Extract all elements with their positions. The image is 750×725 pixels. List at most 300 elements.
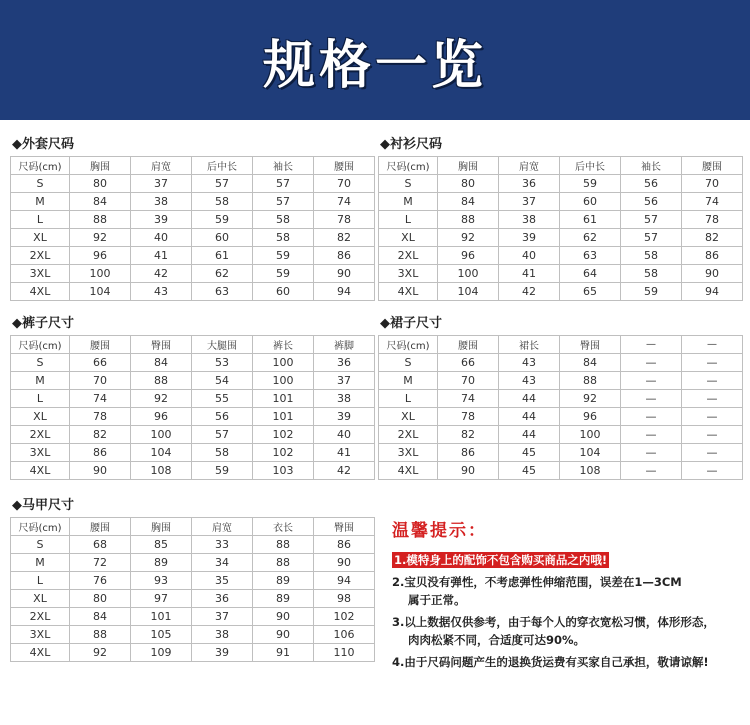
table-cell: 58	[621, 247, 682, 265]
table-cell: 84	[438, 193, 499, 211]
table-cell: 65	[560, 283, 621, 301]
table-cell: 88	[253, 554, 314, 572]
table-cell: 91	[253, 644, 314, 662]
table-cell: 57	[621, 229, 682, 247]
table-cell: 33	[192, 536, 253, 554]
table-row	[11, 211, 375, 229]
size-label-cell: XL	[11, 408, 70, 426]
table-header-row	[11, 157, 375, 175]
table-cell: 61	[192, 247, 253, 265]
table-cell: 84	[560, 354, 621, 372]
table-row	[379, 229, 743, 247]
table-cell: 66	[70, 354, 131, 372]
table-header-row	[379, 157, 743, 175]
tip-reference: 3.以上数据仅供参考，由于每个人的穿衣宽松习惯，体形形态， 肉肉松紧不同，合适度可达90%。	[392, 615, 715, 647]
table-cell: 89	[253, 572, 314, 590]
size-label-cell: S	[11, 536, 70, 554]
table-cell: 90	[682, 265, 743, 283]
column-header: 臀围	[314, 518, 375, 536]
table-cell: 78	[682, 211, 743, 229]
table-cell: —	[682, 444, 743, 462]
tip-elasticity: 2.宝贝没有弹性，不考虑弹性伸缩范围，误差在1—3CM 属于正常。	[392, 575, 682, 607]
table-cell: 57	[621, 211, 682, 229]
size-label-cell: M	[11, 193, 70, 211]
size-label-cell: S	[11, 354, 70, 372]
table-cell: 37	[192, 608, 253, 626]
table-row	[379, 408, 743, 426]
column-header: 衣长	[253, 518, 314, 536]
size-label-cell: M	[379, 372, 438, 390]
table-cell: 36	[314, 354, 375, 372]
tip-accessories: 1.模特身上的配饰不包含购买商品之内哦!	[394, 553, 608, 567]
page-title: 规格一览	[262, 35, 487, 96]
table-cell: 40	[314, 426, 375, 444]
table-cell: 108	[560, 462, 621, 480]
table-cell: 39	[192, 644, 253, 662]
table-cell: 80	[70, 590, 131, 608]
table-cell: 60	[192, 229, 253, 247]
size-label-cell: XL	[379, 229, 438, 247]
table-cell: —	[682, 354, 743, 372]
table-cell: 80	[70, 175, 131, 193]
size-label-cell: 3XL	[379, 444, 438, 462]
table-row	[11, 265, 375, 283]
table-cell: 90	[438, 462, 499, 480]
section-title: ◆马甲尺寸	[12, 498, 74, 513]
size-label-cell: XL	[379, 408, 438, 426]
table-row	[11, 444, 375, 462]
table-cell: 41	[314, 444, 375, 462]
table-row	[379, 426, 743, 444]
table-cell: 55	[192, 390, 253, 408]
table-row	[379, 390, 743, 408]
column-header: 腰围	[314, 157, 375, 175]
table-cell: 88	[70, 626, 131, 644]
table-cell: 86	[314, 536, 375, 554]
table-cell: 96	[131, 408, 192, 426]
table-cell: 68	[70, 536, 131, 554]
table-cell: 78	[314, 211, 375, 229]
table-cell: 43	[131, 283, 192, 301]
table-row	[379, 444, 743, 462]
table-cell: 105	[131, 626, 192, 644]
size-label-cell: L	[379, 390, 438, 408]
table-cell: 70	[314, 175, 375, 193]
coat-size-table	[10, 156, 375, 301]
size-label-cell: 2XL	[11, 247, 70, 265]
table-cell: 34	[192, 554, 253, 572]
column-header: 尺码(cm)	[11, 157, 70, 175]
table-cell: 93	[131, 572, 192, 590]
table-cell: 42	[314, 462, 375, 480]
table-cell: —	[621, 462, 682, 480]
size-label-cell: L	[11, 390, 70, 408]
table-cell: 37	[131, 175, 192, 193]
size-label-cell: S	[379, 175, 438, 193]
table-cell: 54	[192, 372, 253, 390]
table-cell: 86	[682, 247, 743, 265]
table-cell: 58	[621, 265, 682, 283]
section-title: ◆外套尺码	[12, 137, 74, 152]
table-cell: 44	[499, 408, 560, 426]
table-cell: 84	[131, 354, 192, 372]
table-cell: 86	[314, 247, 375, 265]
tips-panel	[392, 516, 742, 675]
column-header: 胸围	[438, 157, 499, 175]
size-label-cell: L	[11, 572, 70, 590]
table-row	[379, 354, 743, 372]
table-row	[11, 372, 375, 390]
table-cell: 86	[438, 444, 499, 462]
table-cell: —	[621, 390, 682, 408]
table-cell: 57	[253, 175, 314, 193]
table-cell: 94	[682, 283, 743, 301]
table-cell: 59	[560, 175, 621, 193]
column-header: 后中长	[192, 157, 253, 175]
table-cell: 94	[314, 572, 375, 590]
table-cell: —	[621, 372, 682, 390]
table-cell: 45	[499, 444, 560, 462]
table-row	[11, 408, 375, 426]
table-cell: 100	[253, 372, 314, 390]
size-label-cell: 3XL	[379, 265, 438, 283]
column-header: 腰围	[682, 157, 743, 175]
column-header: —	[621, 336, 682, 354]
table-cell: 96	[70, 247, 131, 265]
table-cell: 56	[192, 408, 253, 426]
table-cell: 80	[438, 175, 499, 193]
table-cell: 102	[253, 426, 314, 444]
table-cell: 102	[253, 444, 314, 462]
table-cell: 42	[499, 283, 560, 301]
table-cell: 78	[438, 408, 499, 426]
shirt-size-table	[378, 156, 743, 301]
size-label-cell: L	[379, 211, 438, 229]
table-cell: 43	[499, 372, 560, 390]
table-cell: 37	[314, 372, 375, 390]
table-row	[11, 283, 375, 301]
table-cell: 70	[682, 175, 743, 193]
table-cell: —	[621, 426, 682, 444]
column-header: 臀围	[560, 336, 621, 354]
column-header: 尺码(cm)	[379, 157, 438, 175]
table-row	[11, 462, 375, 480]
table-cell: 104	[70, 283, 131, 301]
table-cell: 74	[682, 193, 743, 211]
table-cell: 40	[131, 229, 192, 247]
table-cell: 59	[192, 211, 253, 229]
table-row	[11, 426, 375, 444]
table-cell: 59	[621, 283, 682, 301]
table-cell: 96	[560, 408, 621, 426]
table-row	[11, 590, 375, 608]
table-cell: 39	[314, 408, 375, 426]
table-cell: 100	[438, 265, 499, 283]
table-cell: 92	[131, 390, 192, 408]
table-row	[379, 265, 743, 283]
column-header: 袖长	[621, 157, 682, 175]
table-cell: —	[682, 372, 743, 390]
size-label-cell: 3XL	[11, 265, 70, 283]
size-label-cell: 4XL	[11, 283, 70, 301]
table-cell: 64	[560, 265, 621, 283]
pants-size-table	[10, 335, 375, 480]
table-row	[379, 211, 743, 229]
table-row	[379, 247, 743, 265]
table-cell: 58	[192, 444, 253, 462]
table-cell: 88	[253, 536, 314, 554]
table-cell: 90	[253, 626, 314, 644]
table-cell: 72	[70, 554, 131, 572]
column-header: 袖长	[253, 157, 314, 175]
table-cell: 59	[192, 462, 253, 480]
table-cell: 62	[560, 229, 621, 247]
column-header: 大腿围	[192, 336, 253, 354]
table-row	[11, 626, 375, 644]
table-cell: 60	[560, 193, 621, 211]
table-cell: —	[621, 408, 682, 426]
table-cell: 100	[560, 426, 621, 444]
table-cell: 61	[560, 211, 621, 229]
table-cell: 62	[192, 265, 253, 283]
column-header: 尺码(cm)	[11, 518, 70, 536]
table-cell: 57	[253, 193, 314, 211]
size-label-cell: S	[11, 175, 70, 193]
table-cell: 104	[438, 283, 499, 301]
table-cell: 63	[192, 283, 253, 301]
table-cell: 39	[131, 211, 192, 229]
table-cell: —	[682, 408, 743, 426]
table-cell: 66	[438, 354, 499, 372]
table-row	[379, 193, 743, 211]
table-cell: 92	[438, 229, 499, 247]
table-cell: 59	[253, 265, 314, 283]
table-cell: 86	[70, 444, 131, 462]
table-row	[11, 608, 375, 626]
section-title: ◆裙子尺寸	[380, 316, 442, 331]
column-header: 尺码(cm)	[379, 336, 438, 354]
table-row	[11, 536, 375, 554]
column-header: 后中长	[560, 157, 621, 175]
coat-size-section	[10, 136, 375, 301]
table-cell: 84	[70, 193, 131, 211]
tips-title: 温馨提示：	[392, 521, 487, 541]
table-row	[11, 229, 375, 247]
table-cell: 101	[131, 608, 192, 626]
vest-size-section	[10, 497, 375, 662]
table-cell: —	[682, 390, 743, 408]
table-row	[11, 193, 375, 211]
size-label-cell: 2XL	[11, 426, 70, 444]
table-cell: 102	[314, 608, 375, 626]
size-label-cell: 2XL	[11, 608, 70, 626]
table-cell: 100	[70, 265, 131, 283]
size-label-cell: 3XL	[11, 626, 70, 644]
table-cell: 89	[131, 554, 192, 572]
table-cell: 59	[253, 247, 314, 265]
section-title: ◆裤子尺寸	[12, 316, 74, 331]
table-cell: —	[621, 444, 682, 462]
table-cell: 104	[560, 444, 621, 462]
table-cell: 38	[192, 626, 253, 644]
table-cell: 37	[499, 193, 560, 211]
table-cell: 101	[253, 390, 314, 408]
table-cell: 58	[192, 193, 253, 211]
table-cell: 94	[314, 283, 375, 301]
size-label-cell: 4XL	[11, 462, 70, 480]
table-cell: 88	[70, 211, 131, 229]
table-row	[11, 390, 375, 408]
table-cell: 58	[253, 211, 314, 229]
table-cell: 41	[499, 265, 560, 283]
table-row	[11, 247, 375, 265]
table-cell: 58	[253, 229, 314, 247]
table-row	[11, 554, 375, 572]
size-label-cell: XL	[11, 590, 70, 608]
tip-shipping: 4.由于尺码问题产生的退换货运费有买家自己承担，敬请谅解!	[392, 655, 709, 669]
table-cell: 63	[560, 247, 621, 265]
table-cell: 74	[314, 193, 375, 211]
size-label-cell: XL	[11, 229, 70, 247]
column-header: 臀围	[131, 336, 192, 354]
table-cell: 101	[253, 408, 314, 426]
section-title: ◆衬衫尺码	[380, 137, 442, 152]
size-label-cell: 4XL	[379, 462, 438, 480]
column-header: 肩宽	[131, 157, 192, 175]
table-row	[11, 644, 375, 662]
size-label-cell: M	[379, 193, 438, 211]
table-cell: 78	[70, 408, 131, 426]
table-cell: 82	[682, 229, 743, 247]
table-cell: 43	[499, 354, 560, 372]
table-cell: 39	[499, 229, 560, 247]
column-header: 腰围	[70, 518, 131, 536]
table-cell: 36	[499, 175, 560, 193]
table-cell: 57	[192, 175, 253, 193]
size-label-cell: 2XL	[379, 426, 438, 444]
skirt-size-table	[378, 335, 743, 480]
size-label-cell: 3XL	[11, 444, 70, 462]
table-cell: 56	[621, 175, 682, 193]
table-cell: 40	[499, 247, 560, 265]
column-header: —	[682, 336, 743, 354]
table-row	[379, 372, 743, 390]
size-label-cell: M	[11, 554, 70, 572]
table-cell: 103	[253, 462, 314, 480]
table-cell: 96	[438, 247, 499, 265]
table-cell: 36	[192, 590, 253, 608]
table-cell: 92	[70, 644, 131, 662]
table-cell: 38	[499, 211, 560, 229]
table-header-row	[11, 518, 375, 536]
column-header: 裙长	[499, 336, 560, 354]
column-header: 胸围	[131, 518, 192, 536]
table-cell: 92	[70, 229, 131, 247]
table-cell: 88	[560, 372, 621, 390]
shirt-size-section	[378, 136, 743, 301]
table-cell: 90	[314, 554, 375, 572]
skirt-size-section	[378, 315, 743, 480]
table-cell: 44	[499, 426, 560, 444]
table-cell: 100	[131, 426, 192, 444]
table-cell: 104	[131, 444, 192, 462]
column-header: 肩宽	[192, 518, 253, 536]
table-row	[11, 572, 375, 590]
table-cell: 70	[438, 372, 499, 390]
table-cell: 42	[131, 265, 192, 283]
table-row	[379, 462, 743, 480]
table-cell: 76	[70, 572, 131, 590]
table-cell: 90	[70, 462, 131, 480]
table-cell: 82	[314, 229, 375, 247]
table-cell: 85	[131, 536, 192, 554]
table-cell: 97	[131, 590, 192, 608]
table-cell: 88	[438, 211, 499, 229]
pants-size-section	[10, 315, 375, 480]
table-header-row	[11, 336, 375, 354]
table-header-row	[379, 336, 743, 354]
table-cell: 45	[499, 462, 560, 480]
title-banner	[0, 0, 750, 120]
table-cell: 60	[253, 283, 314, 301]
size-label-cell: M	[11, 372, 70, 390]
table-cell: 38	[314, 390, 375, 408]
column-header: 裤长	[253, 336, 314, 354]
table-cell: 88	[131, 372, 192, 390]
table-cell: 56	[621, 193, 682, 211]
column-header: 腰围	[70, 336, 131, 354]
table-cell: 38	[131, 193, 192, 211]
table-cell: 44	[499, 390, 560, 408]
table-row	[379, 175, 743, 193]
column-header: 胸围	[70, 157, 131, 175]
column-header: 肩宽	[499, 157, 560, 175]
table-row	[11, 175, 375, 193]
table-cell: 82	[70, 426, 131, 444]
table-cell: 110	[314, 644, 375, 662]
table-cell: 57	[192, 426, 253, 444]
table-cell: 98	[314, 590, 375, 608]
size-label-cell: L	[11, 211, 70, 229]
table-cell: —	[621, 354, 682, 372]
table-cell: 109	[131, 644, 192, 662]
size-label-cell: 4XL	[11, 644, 70, 662]
table-cell: 108	[131, 462, 192, 480]
table-cell: 53	[192, 354, 253, 372]
table-cell: —	[682, 462, 743, 480]
column-header: 裤脚	[314, 336, 375, 354]
table-row	[379, 283, 743, 301]
table-cell: 92	[560, 390, 621, 408]
size-label-cell: 2XL	[379, 247, 438, 265]
table-cell: 90	[253, 608, 314, 626]
column-header: 腰围	[438, 336, 499, 354]
table-cell: 35	[192, 572, 253, 590]
table-cell: 90	[314, 265, 375, 283]
table-cell: 74	[70, 390, 131, 408]
size-label-cell: 4XL	[379, 283, 438, 301]
table-cell: 82	[438, 426, 499, 444]
vest-size-table	[10, 517, 375, 662]
column-header: 尺码(cm)	[11, 336, 70, 354]
table-cell: 100	[253, 354, 314, 372]
table-cell: —	[682, 426, 743, 444]
size-label-cell: S	[379, 354, 438, 372]
table-cell: 89	[253, 590, 314, 608]
table-cell: 70	[70, 372, 131, 390]
table-row	[11, 354, 375, 372]
table-cell: 106	[314, 626, 375, 644]
